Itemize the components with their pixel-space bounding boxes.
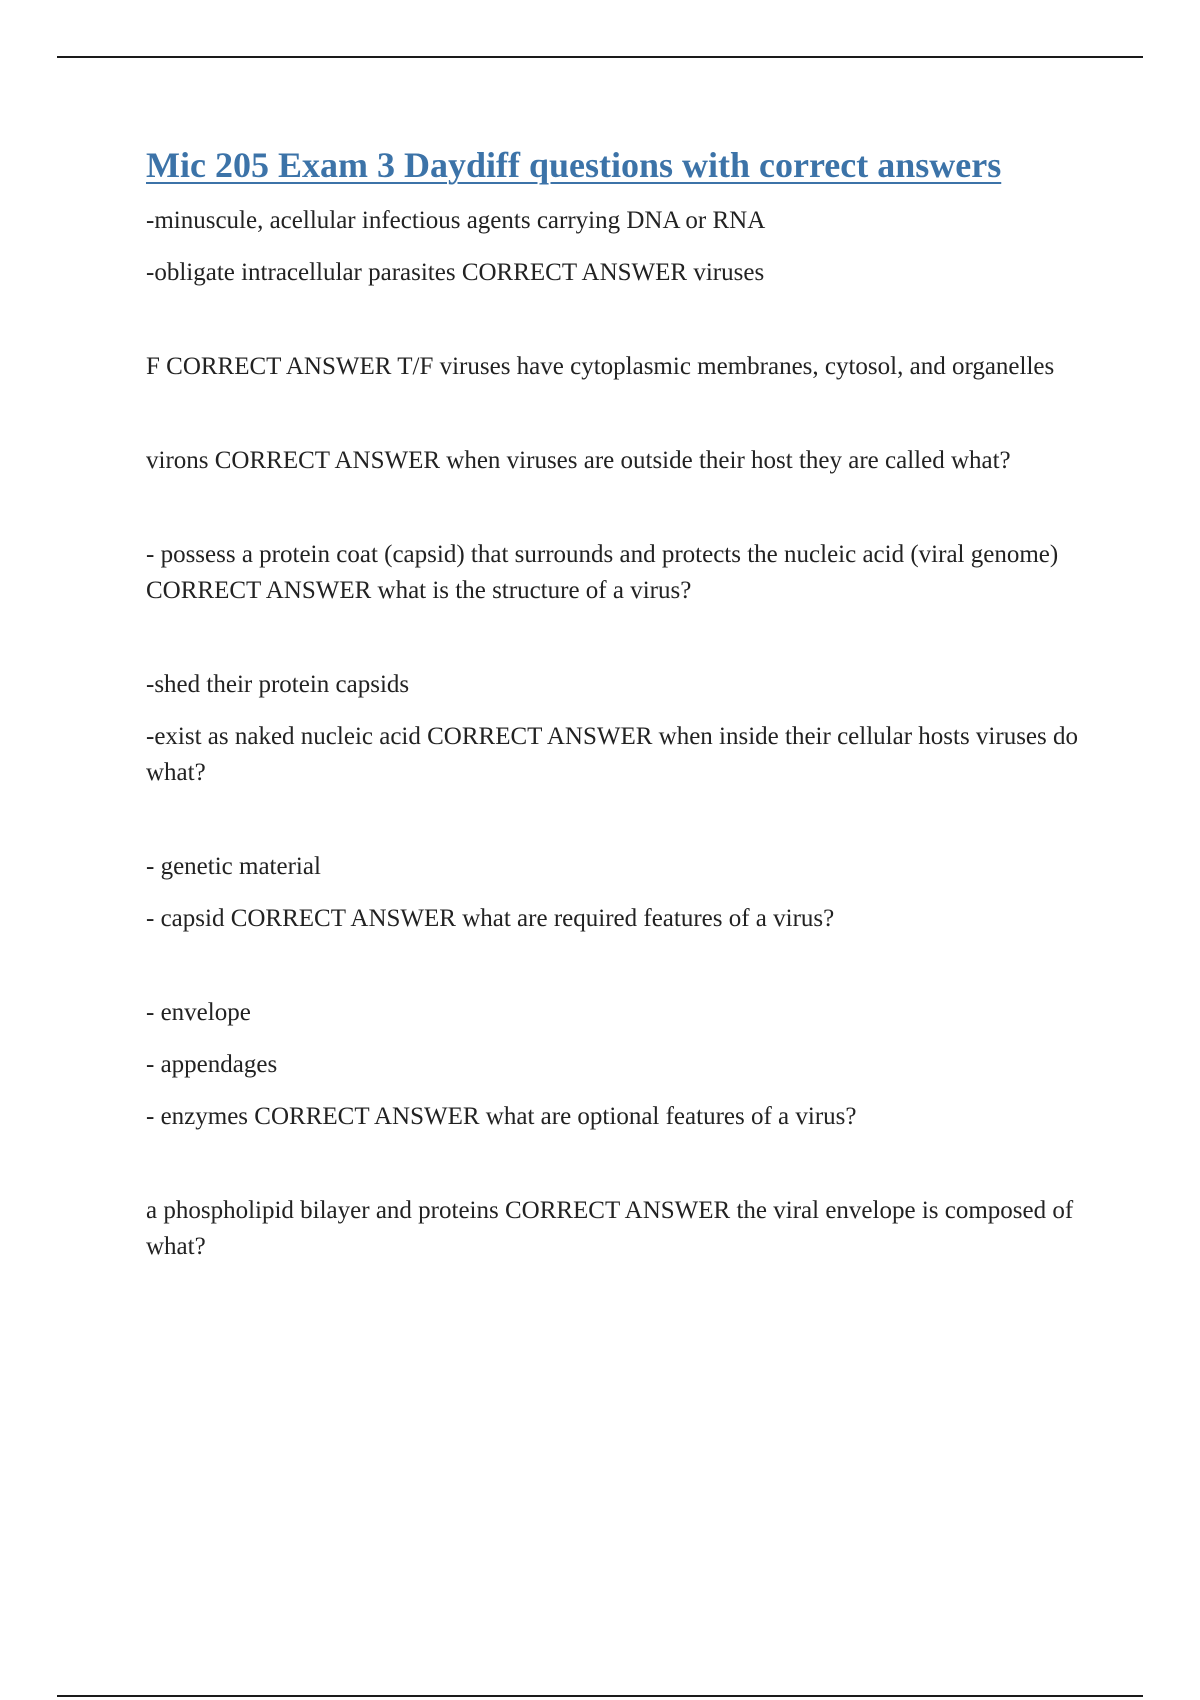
entry-line: - appendages — [146, 1051, 278, 1078]
entry-line: - possess a protein coat (capsid) that surrounds and protects the nucleic acid (viral genome) CORRECT ANSWER what is the structure of a virus? — [146, 541, 1059, 604]
qa-entry — [146, 667, 1086, 791]
qa-entry — [146, 349, 1086, 385]
entry-line: - enzymes CORRECT ANSWER what are optional features of a virus? — [146, 1103, 857, 1130]
footer-rule — [57, 1695, 1143, 1697]
entry-line: virons CORRECT ANSWER when viruses are outside their host they are called what? — [146, 447, 1011, 474]
entry-line: - capsid CORRECT ANSWER what are required features of a virus? — [146, 905, 835, 932]
qa-entry — [146, 995, 1086, 1135]
entry-line: -shed their protein capsids — [146, 671, 410, 698]
entry-line: - envelope — [146, 999, 251, 1026]
qa-entry — [146, 1193, 1086, 1265]
entry-line: -obligate intracellular parasites CORRECT ANSWER viruses — [146, 259, 765, 286]
entry-line: a phospholipid bilayer and proteins CORRECT ANSWER the viral envelope is composed of what? — [146, 1197, 1074, 1260]
entry-line: F CORRECT ANSWER T/F viruses have cytoplasmic membranes, cytosol, and organelles — [146, 353, 1055, 380]
entry-line: -exist as naked nucleic acid CORRECT ANSWER when inside their cellular hosts viruses do what? — [146, 723, 1079, 786]
header-rule — [57, 56, 1143, 58]
qa-entry — [146, 537, 1086, 609]
entry-line: - genetic material — [146, 853, 321, 880]
qa-entry — [146, 203, 1086, 291]
qa-entry — [146, 849, 1086, 937]
qa-entry — [146, 443, 1086, 479]
document-title: Mic 205 Exam 3 Daydiff questions with correct answers — [146, 145, 1002, 185]
document-body — [146, 140, 1086, 1265]
entry-line: -minuscule, acellular infectious agents carrying DNA or RNA — [146, 207, 766, 234]
